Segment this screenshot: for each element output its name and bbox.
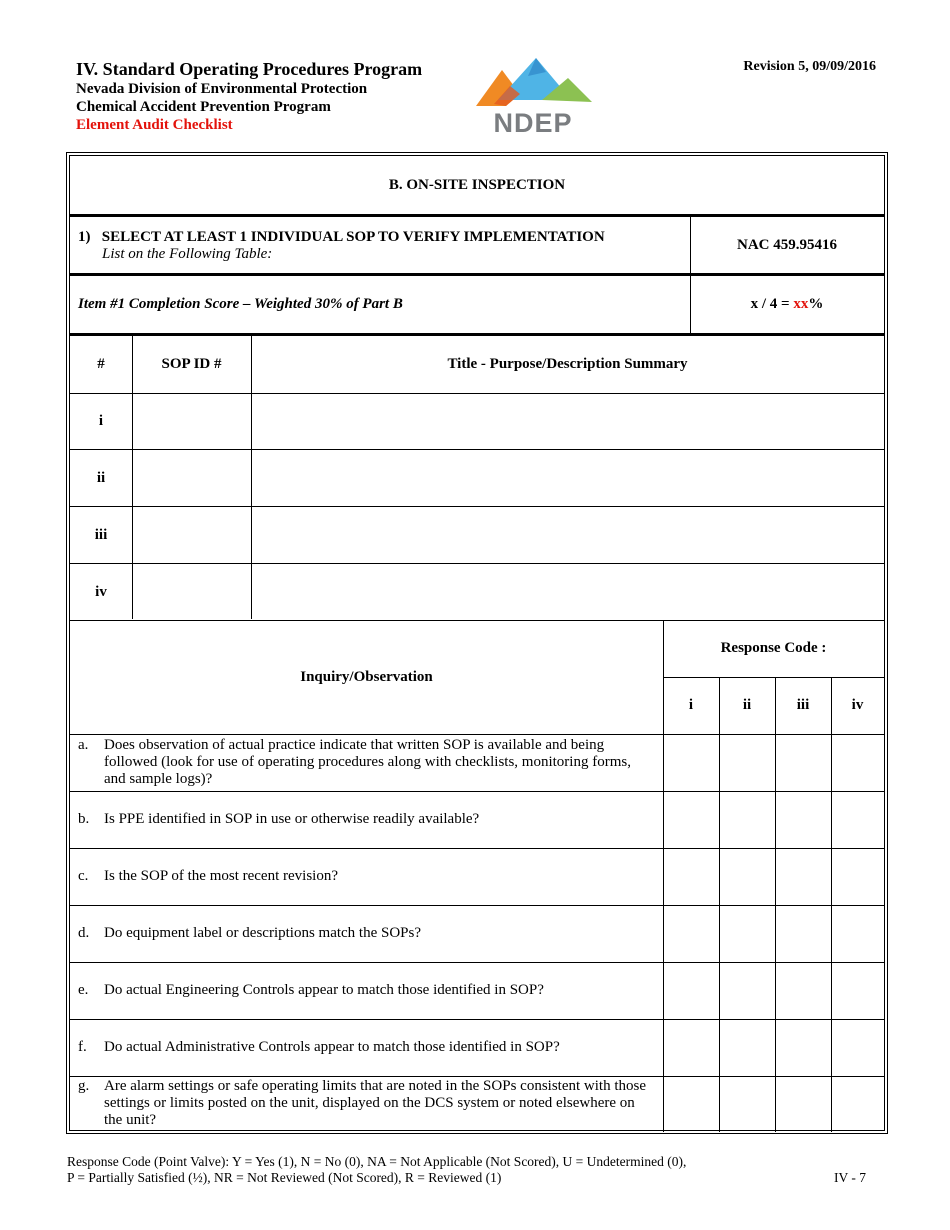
sop-id-input-ii[interactable] [132, 450, 251, 506]
response-cell-e-ii[interactable] [719, 962, 775, 1019]
item-number: 1) [78, 228, 91, 245]
response-col-i: i [688, 697, 694, 713]
sop-id-input-iv[interactable] [132, 564, 251, 620]
question-letter: e. [78, 982, 89, 998]
question-text: Do actual Administrative Controls appear to match those identified in SOP? [104, 1039, 560, 1055]
sop-title-input-iv[interactable] [251, 564, 884, 620]
completion-score-label: Item #1 Completion Score – Weighted 30% of Part B [78, 296, 403, 312]
logo-text: NDEP [493, 108, 573, 136]
sop-title-input-i[interactable] [251, 393, 884, 450]
response-cell-d-i[interactable] [663, 905, 719, 962]
response-cell-b-iii[interactable] [775, 791, 831, 848]
division-name: Nevada Division of Environmental Protection [76, 81, 368, 97]
sop-title-input-ii[interactable] [251, 450, 884, 506]
response-cell-b-iv[interactable] [831, 791, 884, 848]
legend-line-2: P = Partially Satisfied (½), NR = Not Reviewed (Not Scored), R = Reviewed (1) [67, 1170, 502, 1185]
program-name: Chemical Accident Prevention Program [76, 99, 331, 115]
revision-date: Revision 5, 09/09/2016 [743, 59, 876, 74]
question-letter: b. [78, 811, 90, 827]
question-g [78, 1078, 656, 1129]
question-text: Are alarm settings or safe operating limits that are noted in the SOPs consistent with those settings or limits posted on the unit, displayed on the DCS system or noted elsewhere on the unit? [104, 1078, 646, 1128]
score-percent: % [808, 296, 824, 312]
response-col-iii: iii [796, 697, 810, 713]
program-title: IV. Standard Operating Procedures Program [76, 59, 423, 79]
score-formula-prefix: x / 4 = [750, 296, 794, 312]
question-text: Is the SOP of the most recent revision? [104, 868, 338, 884]
question-a [78, 737, 656, 788]
response-col-iv: iv [851, 697, 864, 713]
question-text: Is PPE identified in SOP in use or otherwise readily available? [104, 811, 480, 827]
response-cell-a-iv[interactable] [831, 734, 884, 791]
sop-id-input-i[interactable] [132, 393, 251, 450]
checklist-table [69, 155, 885, 1131]
question-letter: g. [78, 1078, 90, 1094]
question-text: Do actual Engineering Controls appear to match those identified in SOP? [104, 982, 544, 998]
page-number: IV - 7 [834, 1170, 866, 1185]
question-letter: c. [78, 868, 89, 884]
question-letter: d. [78, 925, 90, 941]
response-cell-f-i[interactable] [663, 1019, 719, 1076]
item-subtitle: List on the Following Table: [102, 245, 273, 262]
item-title: SELECT AT LEAST 1 INDIVIDUAL SOP TO VERIFY IMPLEMENTATION [101, 228, 605, 245]
question-c [78, 848, 656, 905]
checklist-label: Element Audit Checklist [76, 117, 233, 133]
response-cell-b-i[interactable] [663, 791, 719, 848]
response-cell-e-iii[interactable] [775, 962, 831, 1019]
regulation-reference: NAC 459.95416 [737, 236, 837, 253]
response-cell-d-iv[interactable] [831, 905, 884, 962]
question-text: Does observation of actual practice indicate that written SOP is available and being followed (look for use of operating procedures along with checklists, monitoring forms, and sample logs)? [104, 737, 631, 787]
response-cell-c-i[interactable] [663, 848, 719, 905]
response-code-header: Response Code : [720, 640, 827, 656]
score-placeholder: xx [793, 296, 809, 312]
sop-row-ii: ii [96, 469, 106, 486]
response-cell-f-iii[interactable] [775, 1019, 831, 1076]
score-formula [690, 276, 884, 333]
response-cell-a-ii[interactable] [719, 734, 775, 791]
response-cell-c-ii[interactable] [719, 848, 775, 905]
response-cell-d-ii[interactable] [719, 905, 775, 962]
section-title: B. ON-SITE INSPECTION [388, 176, 566, 193]
response-cell-c-iii[interactable] [775, 848, 831, 905]
col-number-header: # [97, 356, 105, 372]
response-cell-e-iv[interactable] [831, 962, 884, 1019]
col-sop-id-header: SOP ID # [161, 356, 222, 372]
sop-id-input-iii[interactable] [132, 507, 251, 563]
response-cell-a-i[interactable] [663, 734, 719, 791]
checklist-frame [66, 152, 888, 1134]
item-1-heading [78, 217, 688, 273]
document-header [76, 58, 422, 134]
response-cell-a-iii[interactable] [775, 734, 831, 791]
question-e [78, 962, 656, 1019]
response-cell-b-ii[interactable] [719, 791, 775, 848]
response-cell-g-ii[interactable] [719, 1076, 775, 1132]
response-cell-e-i[interactable] [663, 962, 719, 1019]
sop-title-input-iii[interactable] [251, 507, 884, 563]
response-cell-f-ii[interactable] [719, 1019, 775, 1076]
question-letter: f. [78, 1039, 87, 1055]
inquiry-header: Inquiry/Observation [300, 668, 433, 685]
question-b [78, 791, 656, 848]
response-cell-g-iv[interactable] [831, 1076, 884, 1132]
response-col-ii: ii [742, 697, 752, 713]
sop-row-iii: iii [94, 526, 108, 543]
response-cell-g-iii[interactable] [775, 1076, 831, 1132]
ndep-logo [472, 56, 594, 136]
question-f [78, 1019, 656, 1076]
col-title-header: Title - Purpose/Description Summary [447, 356, 688, 372]
response-cell-f-iv[interactable] [831, 1019, 884, 1076]
legend-line-1: Response Code (Point Valve): Y = Yes (1), N = No (0), NA = Not Applicable (Not Scored), U = Undetermined (0), [67, 1154, 687, 1169]
response-cell-c-iv[interactable] [831, 848, 884, 905]
question-d [78, 905, 656, 962]
sop-row-iv: iv [95, 583, 107, 600]
question-text: Do equipment label or descriptions match the SOPs? [104, 925, 422, 941]
response-code-legend [67, 1154, 686, 1186]
response-cell-g-i[interactable] [663, 1076, 719, 1132]
response-cell-d-iii[interactable] [775, 905, 831, 962]
sop-row-i: i [98, 413, 104, 429]
question-letter: a. [78, 737, 89, 753]
